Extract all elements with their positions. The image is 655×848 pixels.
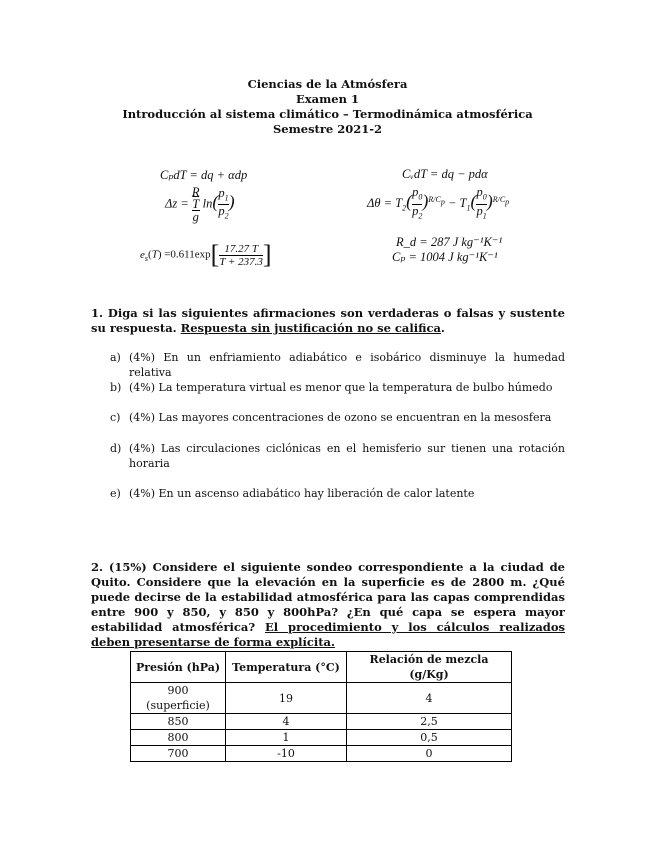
table-row: 800 1 0,5: [131, 730, 512, 746]
question-1: 1. Diga si las siguientes afirmaciones son verdaderas o falsas y sustente su respuesta. Respuesta sin justificación no se califica.: [91, 306, 565, 335]
course-title: Ciencias de la Atmósfera: [247, 77, 408, 91]
equation-theta-diff: $\Delta\theta = T_2$( $\frac{p_0}{p_2}$ )$^{R/C_p} - T_1$( $\frac{p_0}{p_1}$ )$^{R/C_p}$: [367, 185, 510, 220]
question-2: [91, 560, 565, 650]
column-header: Relación de mezcla (g/Kg): [347, 652, 512, 683]
semester: Semestre 2021-2: [272, 122, 383, 136]
equation-first-law-cv: CᵥdT = dq − pdα: [402, 167, 488, 181]
equation-hypsometric: Δz = R $\overline{T}$ g ln( $\frac{p_1}{p_2}$ ): [165, 185, 235, 224]
column-header: Temperatura (°C): [226, 652, 347, 683]
exam-page: Ciencias de la Atmósfera Examen 1 Introducción al sistema climático – Termodinámica atmosférica Semestre 2021-2 CₚdT = dq + αdp CᵥdT = dq − pdα Δz = R $\overline{T}$ g ln( $\frac{p_1}{p_2}$ ) $\Delta\theta = T_2$( $\frac{p_0}{p_2}$ )$^{R/C_p} - T_1$( $\frac{p_0}{p_1}$ )$^{R/C_p}$ $e_s(T) =0.611\exp$[ $\frac{17.27 T}{T + 237.3}$ ] R_d = 287 J kg⁻¹K⁻¹ Cₚ = 1004 J kg⁻¹K⁻¹ 1. Diga si las siguientes afirmaciones son verdaderas o falsas y sustente su respuesta. Respuesta sin justificación no se califica. a) (4%) En un enfriamiento adiabático e isobárico disminuye la humedad relativa b) (4%) La temperatura virtual es menor que la temperatura de bulbo húmedo c) (4%) Las mayores concentraciones de ozono se encuentran en la mesosfera d) (4%) Las circulaciones ciclónicas en el hemisferio sur tienen una rotación horaria e) (4%) En un ascenso adiabático hay liberación de calor latente 2. (15%) Considere el siguiente sondeo correspondiente a la ciudad de Quito. Considere que la elevación en la superficie es de 2800 m. ¿Qué puede decirse de la estabilidad atmosférica para las capas comprendidas entre 900 y 850, y 850 y 800hPa? ¿En qué capa se espera mayor estabilidad atmosférica? El procedimiento y los cálculos realizados deben presentarse de forma explícita. Presión (hPa) Temperatura (°C) Relación de mezcla (g/Kg) 900 (superficie) 19 4 850 4 2,5 800 1 0,5 700 -10 0: [0, 0, 655, 848]
question-2-note: El procedimiento y los cálculos realizados deben presentarse de forma explícita.: [91, 620, 565, 649]
constant-cp: Cₚ = 1004 J kg⁻¹K⁻¹: [392, 250, 498, 264]
equation-first-law-cp: CₚdT = dq + αdp: [160, 168, 248, 182]
table-row: 850 4 2,5: [131, 714, 512, 730]
exam-title: Examen 1: [296, 92, 359, 106]
equation-saturation-vapor: $e_s(T) =0.611\exp$[ $\frac{17.27 T}{T + 237.3}$ ]: [140, 240, 272, 269]
column-header: Presión (hPa): [131, 652, 226, 683]
question-2-text: 2. (15%) Considere el siguiente sondeo correspondiente a la ciudad de Quito. Considere que la elevación en la superficie es de 2800 m. ¿Qué puede decirse de la estabilidad atmosférica para las capas comprendidas entre 900 y 850, y 850 y 800hPa? ¿En qué capa se espera mayor estabilidad atmosférica?: [91, 560, 565, 634]
question-1-note: Respuesta sin justificación no se califica: [180, 321, 441, 335]
table-header-row: [131, 652, 512, 683]
question-1-text: 1. Diga si las siguientes afirmaciones son verdaderas o falsas y sustente su respuesta.: [91, 306, 565, 335]
exam-header: [0, 77, 655, 137]
constant-rd: R_d = 287 J kg⁻¹K⁻¹: [396, 235, 503, 249]
exam-subtitle: Introducción al sistema climático – Termodinámica atmosférica: [122, 107, 533, 121]
sounding-table: [130, 651, 512, 762]
table-row: 700 -10 0: [131, 746, 512, 762]
table-row: 900 (superficie) 19 4: [131, 683, 512, 714]
